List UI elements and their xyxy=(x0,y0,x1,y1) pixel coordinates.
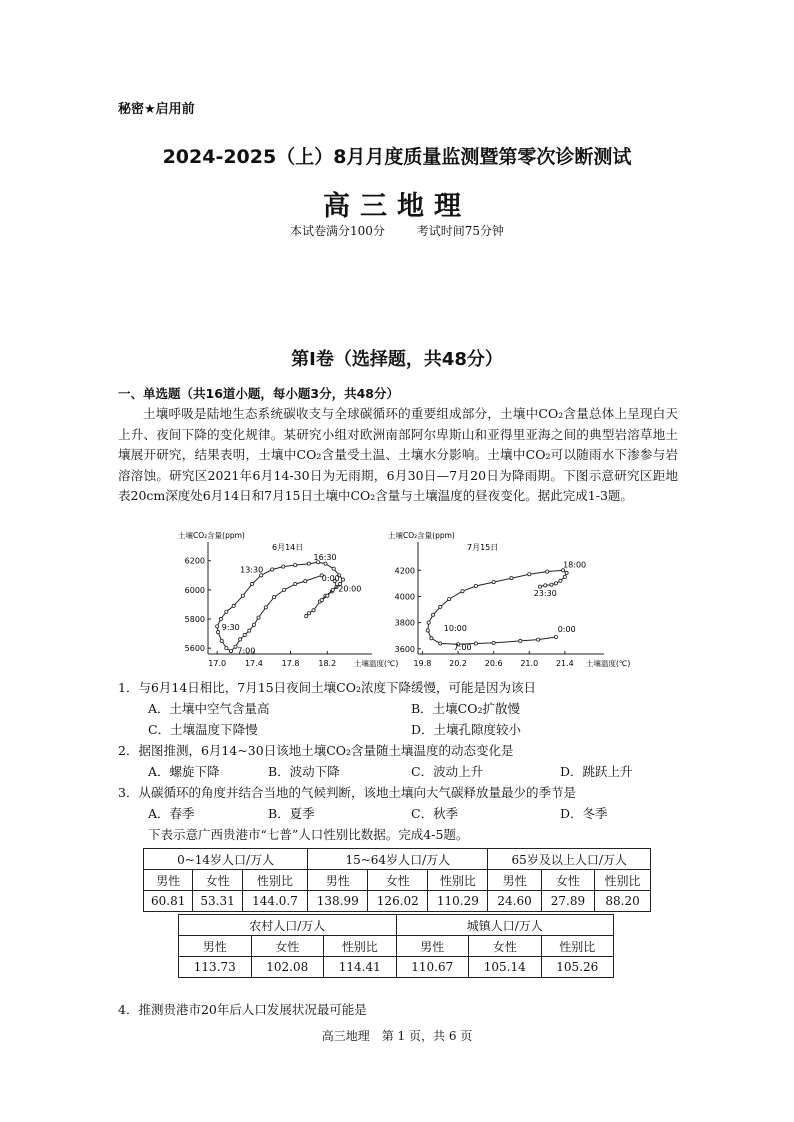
time-annotation: 0:00 xyxy=(557,624,576,634)
time-annotation: 18:00 xyxy=(563,560,587,570)
data-point xyxy=(439,605,442,608)
data-point xyxy=(545,570,548,573)
table-subheader-row xyxy=(144,870,651,891)
q3-option-a: A．春季 xyxy=(148,806,195,821)
y-tick-label: 3600 xyxy=(394,644,415,654)
x-tick-label: 20.2 xyxy=(449,659,467,668)
data-point xyxy=(307,612,310,615)
table-cell: 144.0.7 xyxy=(242,891,307,912)
data-point xyxy=(544,584,547,587)
data-point xyxy=(538,585,541,588)
q2-option-b: B．波动下降 xyxy=(268,764,340,779)
data-point xyxy=(294,564,297,567)
table-cell: 110.29 xyxy=(428,891,488,912)
question-4-stem: 4．推测贵港市20年后人口发展状况最可能是 xyxy=(118,1002,367,1017)
data-point xyxy=(257,616,260,619)
section-title: 第Ⅰ卷（选择题，共48分） xyxy=(291,349,503,370)
chart-title: 6月14日 xyxy=(272,543,304,552)
x-tick-label: 19.8 xyxy=(413,659,432,668)
exam-title: 2024-2025（上）8月月度质量监测暨第零次诊断测试 xyxy=(162,146,632,168)
y-tick-label: 3800 xyxy=(394,618,415,628)
data-point xyxy=(243,633,246,636)
data-point xyxy=(554,635,557,638)
table-cell: 126.02 xyxy=(368,891,428,912)
q2-option-d: D．跳跃上升 xyxy=(560,764,633,779)
table-cell: 27.89 xyxy=(541,891,594,912)
y-tick-label: 6000 xyxy=(184,585,205,595)
time-annotation: 20:00 xyxy=(338,584,362,594)
data-point xyxy=(510,577,513,580)
chart-title: 7月15日 xyxy=(467,543,499,552)
page-footer: 高三地理 第 1 页，共 6 页 xyxy=(321,1029,473,1043)
data-point xyxy=(461,590,464,593)
y-tick-label: 4000 xyxy=(394,592,415,602)
q1-option-c: C．土壤温度下降慢 xyxy=(148,722,258,737)
data-point xyxy=(432,613,435,616)
table-group-header: 15~64岁人口/万人 xyxy=(308,849,488,870)
table-subheader: 男性 xyxy=(308,870,368,891)
q3-option-b: B．夏季 xyxy=(268,806,315,821)
exam-info xyxy=(0,222,794,239)
section-heading: 一、单选题（共16道小题，每小题3分，共48分） xyxy=(118,386,399,401)
table-cell: 53.31 xyxy=(193,891,242,912)
data-point xyxy=(426,629,429,632)
data-point xyxy=(282,565,285,568)
time-annotation: 7:00 xyxy=(237,646,256,656)
data-point xyxy=(559,579,562,582)
table-row xyxy=(179,957,614,978)
table-subheader: 女性 xyxy=(251,936,324,957)
table-subheader: 性别比 xyxy=(428,870,488,891)
chart-july15 xyxy=(384,528,631,676)
data-point xyxy=(326,594,329,597)
data-point xyxy=(565,571,568,574)
x-axis-label: 土壤温度(℃) xyxy=(354,659,399,668)
table-cell: 110.67 xyxy=(396,957,469,978)
table-subheader: 女性 xyxy=(368,870,428,891)
question-1-stem: 1．与6月14日相比，7月15日夜间土壤CO₂浓度下降缓慢，可能是因为该日 xyxy=(118,680,536,695)
data-point xyxy=(252,623,255,626)
table-cell: 138.99 xyxy=(308,891,368,912)
data-point xyxy=(219,617,222,620)
time-annotation: 0:00 xyxy=(321,574,340,584)
table-cell: 105.14 xyxy=(469,957,542,978)
table-subheader: 性别比 xyxy=(541,936,614,957)
population-urban-rural-table xyxy=(178,914,614,978)
x-tick-label: 20.6 xyxy=(484,659,503,668)
data-point xyxy=(554,582,557,585)
y-tick-label: 6200 xyxy=(184,556,205,566)
time-annotation: 16:30 xyxy=(313,553,337,563)
table-group-header: 65岁及以上人口/万人 xyxy=(488,849,651,870)
data-point xyxy=(307,562,310,565)
data-point xyxy=(324,562,327,565)
table-row xyxy=(144,891,651,912)
question-2-stem: 2．据图推测，6月14~30日该地土壤CO₂含量随土壤温度的动态变化是 xyxy=(118,743,514,758)
subject-title: 高三地理 xyxy=(323,191,471,222)
time-annotation: 9:30 xyxy=(221,622,240,632)
data-point xyxy=(312,609,315,612)
table-subheader: 男性 xyxy=(144,870,193,891)
data-point xyxy=(563,575,566,578)
data-point xyxy=(232,604,235,607)
q1-option-d: D．土壤孔隙度较小 xyxy=(411,722,522,737)
data-point xyxy=(305,615,308,618)
table-cell: 24.60 xyxy=(488,891,541,912)
question-3-stem: 3．从碳循环的角度并结合当地的气候判断，该地土壤向大气碳释放量最少的季节是 xyxy=(118,785,576,800)
data-point xyxy=(216,625,219,628)
data-point xyxy=(283,588,286,591)
data-point xyxy=(519,639,522,642)
score-info: 本试卷满分100分 xyxy=(289,224,385,238)
data-point xyxy=(225,610,228,613)
chart-june14 xyxy=(176,528,399,676)
data-point xyxy=(341,578,344,581)
table-cell: 88.20 xyxy=(595,891,651,912)
x-tick-label: 21.4 xyxy=(555,659,574,668)
confidential-label: 秘密★启用前 xyxy=(118,102,195,117)
time-annotation: 7:00 xyxy=(453,643,472,653)
y-axis-label: 土壤CO₂含量(ppm) xyxy=(178,531,245,540)
q1-option-a: A．土壤中空气含量高 xyxy=(148,701,270,716)
x-tick-label: 17.4 xyxy=(244,659,263,668)
table-subheader: 男性 xyxy=(396,936,469,957)
data-point xyxy=(474,584,477,587)
table-group-header: 农村人口/万人 xyxy=(179,915,397,936)
x-tick-label: 18.2 xyxy=(318,659,337,668)
table-header-row xyxy=(179,915,614,936)
table-group-header: 城镇人口/万人 xyxy=(396,915,614,936)
table-cell: 113.73 xyxy=(179,957,252,978)
x-tick-label: 17.8 xyxy=(281,659,300,668)
q2-option-a: A．螺旋下降 xyxy=(148,764,220,779)
q1-option-b: B．土壤CO₂扩散慢 xyxy=(411,701,521,716)
x-tick-label: 21.0 xyxy=(520,659,539,668)
data-point xyxy=(430,637,433,640)
data-point xyxy=(331,588,334,591)
table-group-header: 0~14岁人口/万人 xyxy=(144,849,308,870)
table-subheader: 性别比 xyxy=(595,870,651,891)
y-axis-label: 土壤CO₂含量(ppm) xyxy=(388,531,455,540)
data-point xyxy=(294,582,297,585)
table-cell: 60.81 xyxy=(144,891,193,912)
data-point xyxy=(272,596,275,599)
data-point xyxy=(241,594,244,597)
q2-option-c: C．波动上升 xyxy=(411,764,484,779)
data-point xyxy=(332,567,335,570)
table-subheader: 女性 xyxy=(469,936,542,957)
data-point xyxy=(550,583,553,586)
table-subheader: 女性 xyxy=(193,870,242,891)
data-point xyxy=(427,621,430,624)
data-point xyxy=(248,629,251,632)
table-cell: 102.08 xyxy=(251,957,324,978)
passage-1: 土壤呼吸是陆地生态系统碳收支与全球碳循环的重要组成部分，土壤中CO₂含量总体上呈现白天上升、夜间下降的变化规律。某研究小组对欧洲南部阿尔卑斯山和亚得里亚海之间的典型岩溶草地土壤展开研究，结果表明，土壤中CO₂含量受土温、土壤水分影响。土壤中CO₂可以随雨水下渗参与岩溶溶蚀。研究区2021年6月14-30日为无雨期，6月30日—7月20日为降雨期。下图示意研究区距地表20cm深度处6月14日和7月15日土壤中CO₂含量与土壤温度的昼夜变化。据此完成1-3题。 xyxy=(118,406,678,503)
table-cell: 105.26 xyxy=(541,957,614,978)
population-age-table xyxy=(143,848,651,912)
table-subheader: 性别比 xyxy=(324,936,397,957)
y-tick-label: 5600 xyxy=(184,644,205,654)
table-cell: 114.41 xyxy=(324,957,397,978)
q3-option-d: D．冬季 xyxy=(560,806,608,821)
table-subheader: 男性 xyxy=(488,870,541,891)
data-point xyxy=(448,597,451,600)
data-point xyxy=(264,606,267,609)
data-point xyxy=(220,639,223,642)
data-point xyxy=(250,582,253,585)
data-point xyxy=(537,638,540,641)
time-info: 考试时间75分钟 xyxy=(416,224,504,238)
y-tick-label: 5800 xyxy=(184,615,205,625)
y-tick-label: 4200 xyxy=(394,566,415,576)
data-point xyxy=(474,642,477,645)
time-annotation: 13:30 xyxy=(240,565,264,575)
data-point xyxy=(229,649,232,652)
data-point xyxy=(239,638,242,641)
table-subheader-row xyxy=(179,936,614,957)
intro-q4-5: 下表示意广西贵港市“七普”人口性别比数据。完成4-5题。 xyxy=(148,827,469,842)
table-subheader: 女性 xyxy=(541,870,594,891)
data-point xyxy=(225,647,228,650)
x-tick-label: 17.0 xyxy=(208,659,227,668)
data-point xyxy=(492,641,495,644)
table-subheader: 男性 xyxy=(179,936,252,957)
x-axis-label: 土壤温度(℃) xyxy=(586,659,631,668)
data-point xyxy=(528,573,531,576)
data-point xyxy=(439,642,442,645)
data-point xyxy=(492,580,495,583)
table-header-row xyxy=(144,849,651,870)
time-annotation: 10:00 xyxy=(443,624,467,634)
data-point xyxy=(320,598,323,601)
q3-option-c: C．秋季 xyxy=(411,806,459,821)
data-point xyxy=(304,580,307,583)
data-point xyxy=(271,568,274,571)
time-annotation: 23:30 xyxy=(533,588,557,598)
data-point xyxy=(216,631,219,634)
table-subheader: 性别比 xyxy=(242,870,307,891)
